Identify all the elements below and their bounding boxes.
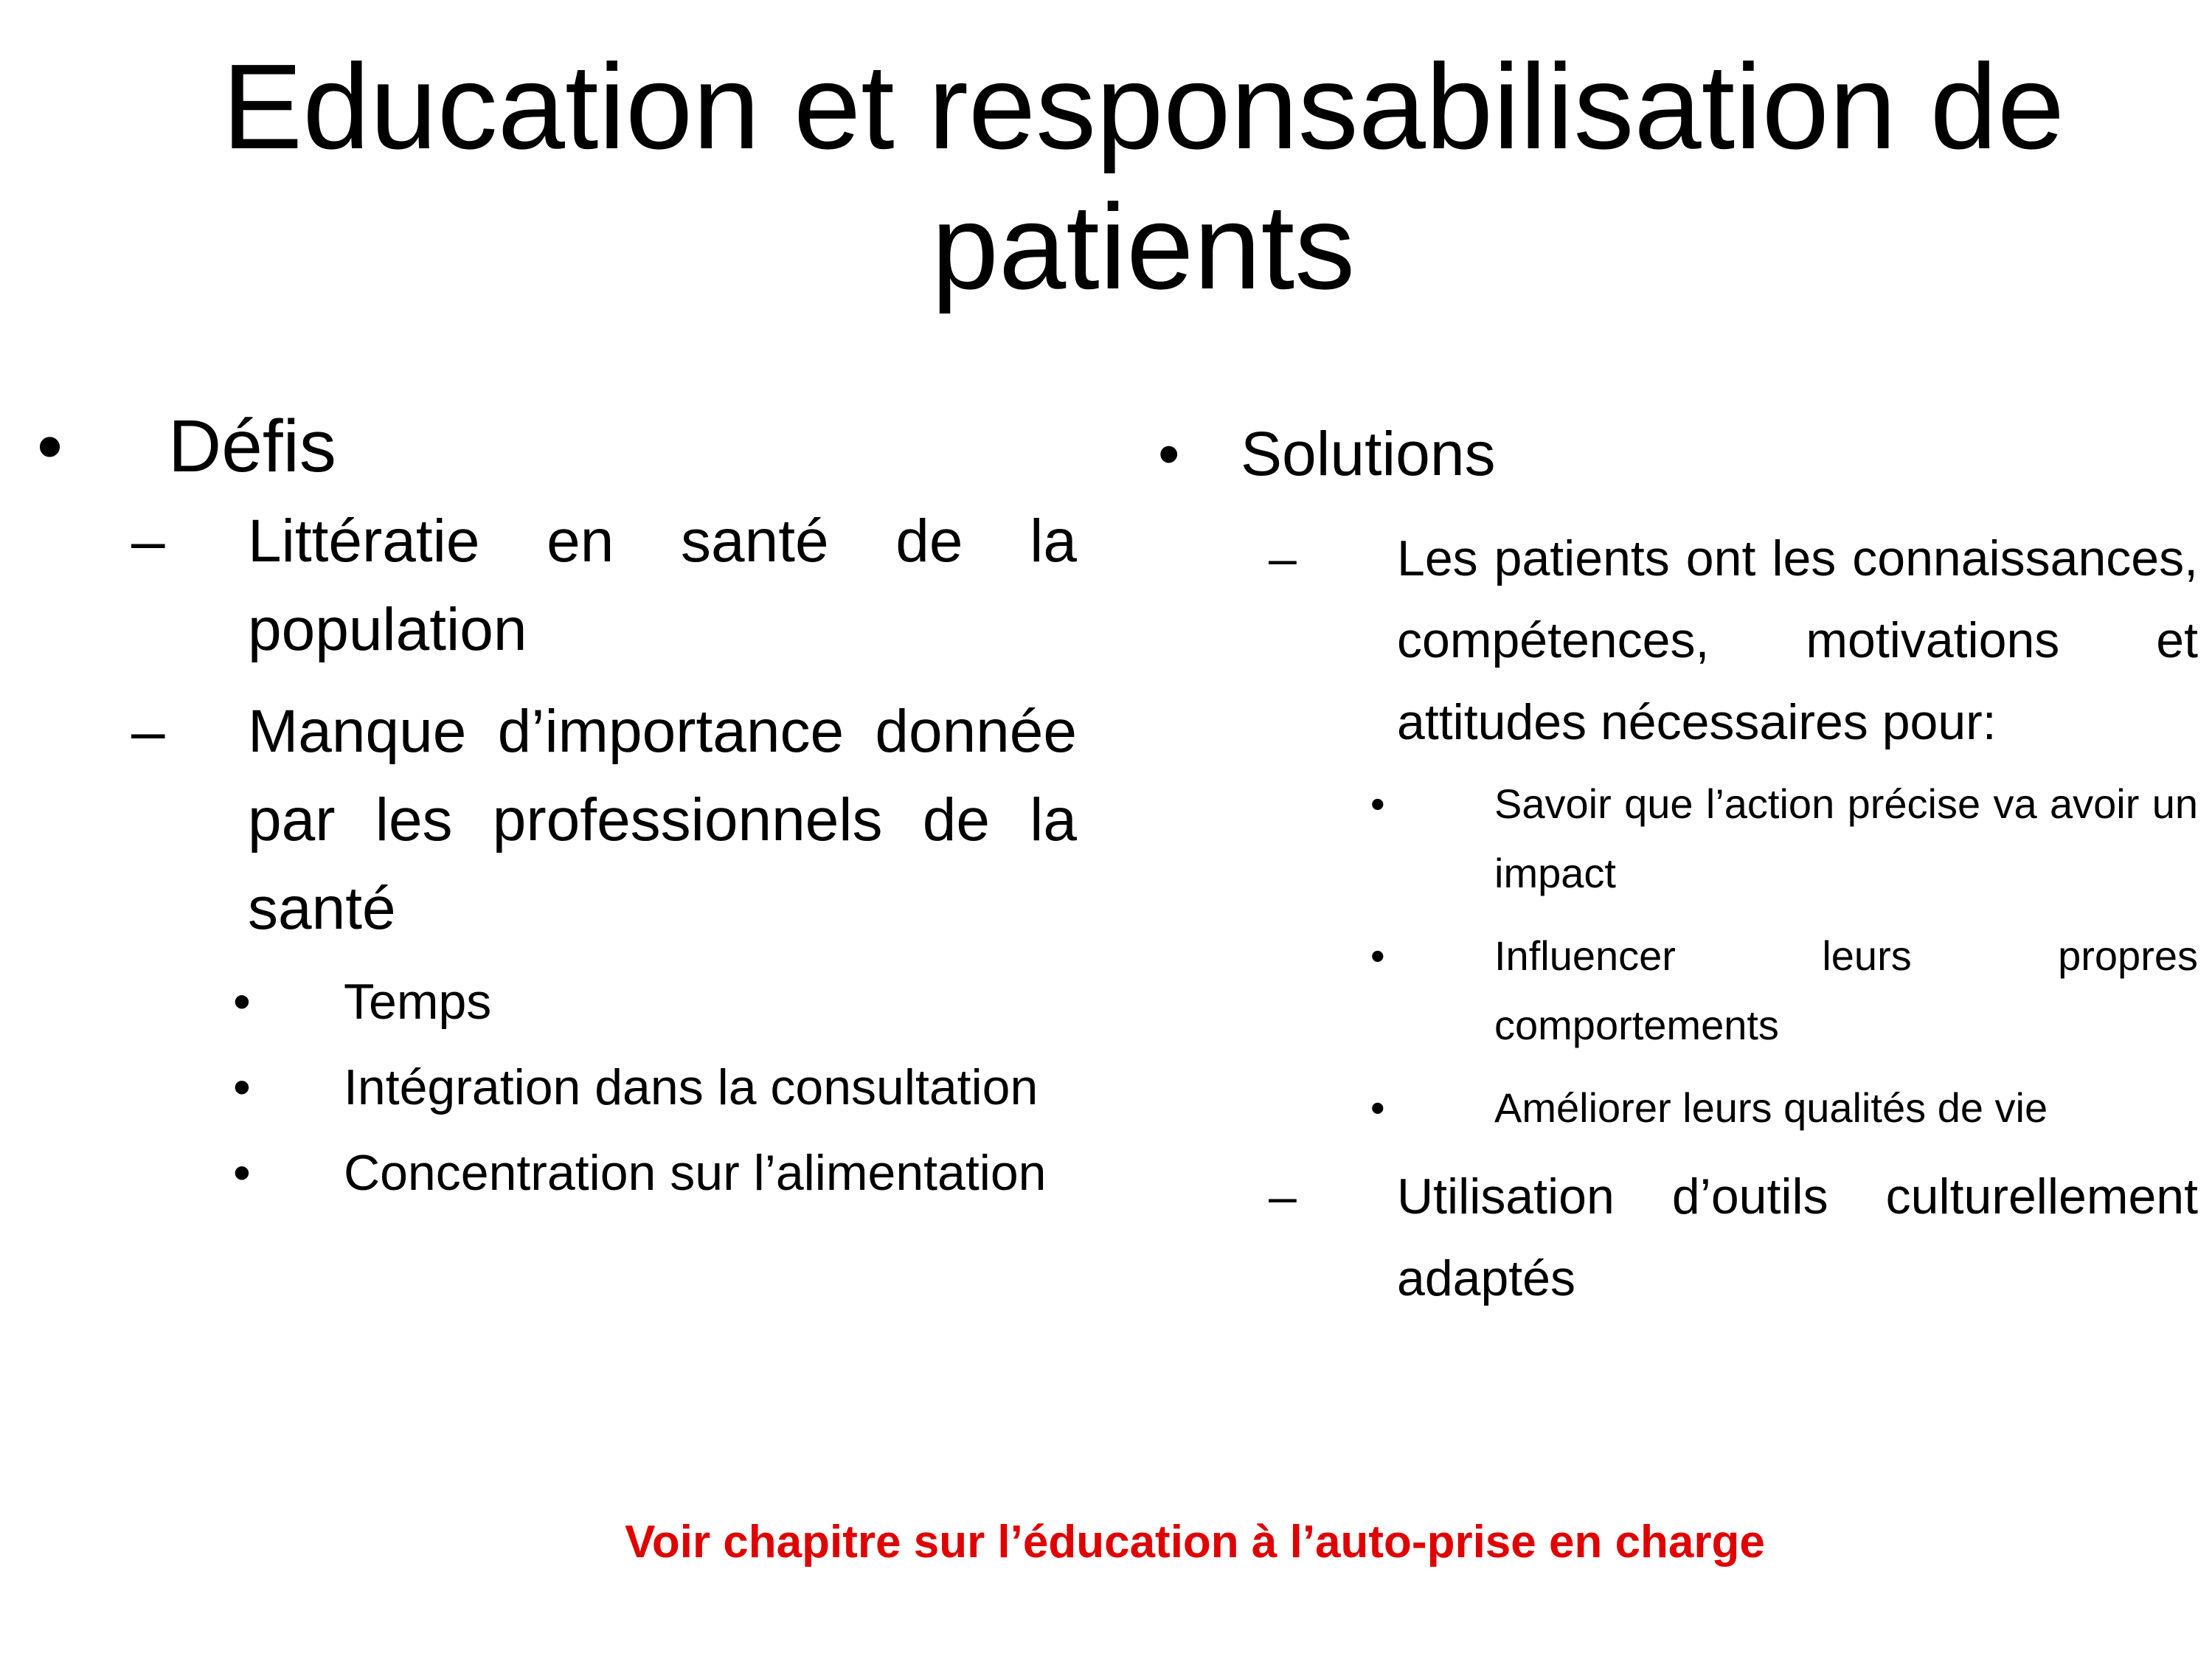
bullet-icon: • xyxy=(233,1145,251,1201)
solution-item-text: Utilisation d’outils culturellement adaptés xyxy=(1397,1168,2198,1306)
challenge-subitem-text: Temps xyxy=(344,974,492,1030)
challenges-heading xyxy=(0,398,1077,494)
challenge-item-text: Manque d’importance donnée par les professionnels de la santé xyxy=(248,698,1077,942)
solution-item-text: Les patients ont les connaissances, compétences, motivations et attitudes nécessaires pour: xyxy=(1397,530,2198,750)
solution-subitem xyxy=(1136,921,2198,1060)
challenges-column xyxy=(0,398,1077,1210)
bullet-icon: • xyxy=(1370,1084,1385,1131)
solution-subitem-text: Savoir que l’action précise va avoir un impact xyxy=(1494,780,2198,896)
challenge-item xyxy=(0,497,1077,674)
bullet-icon: • xyxy=(1370,932,1385,979)
solution-subitem xyxy=(1136,769,2198,908)
bullet-icon: • xyxy=(233,974,251,1030)
challenge-subitem xyxy=(0,1136,1077,1210)
solutions-heading xyxy=(1136,398,2198,509)
challenge-subitem-text: Concentration sur l’alimentation xyxy=(344,1145,1047,1201)
bullet-icon: • xyxy=(1370,780,1385,827)
solutions-column xyxy=(1136,398,2198,1320)
dash-icon: – xyxy=(131,508,165,575)
dash-icon: – xyxy=(1269,1168,1297,1225)
challenge-subitem xyxy=(0,965,1077,1039)
chapter-reference-note: Voir chapitre sur l’éducation à l’auto-prise en charge xyxy=(625,1517,1765,1568)
challenge-item xyxy=(0,688,1077,953)
challenge-subitem-text: Intégration dans la consultation xyxy=(344,1059,1039,1115)
solution-subitem-text: Améliorer leurs qualités de vie xyxy=(1494,1084,2048,1131)
dash-icon: – xyxy=(131,698,165,765)
solutions-heading-label: Solutions xyxy=(1241,419,1496,488)
solution-subitem-text: Influencer leurs propres comportements xyxy=(1494,932,2198,1048)
bullet-icon: • xyxy=(233,1059,251,1115)
bullet-icon: • xyxy=(1158,419,1180,488)
challenges-heading-label: Défis xyxy=(168,405,336,488)
solution-item xyxy=(1136,1156,2198,1320)
solution-subitem xyxy=(1136,1073,2198,1143)
challenge-subitem xyxy=(0,1050,1077,1124)
solution-item xyxy=(1136,518,2198,763)
slide-title: Education et responsabilisation de patients xyxy=(221,39,2065,314)
challenge-item-text: Littératie en santé de la population xyxy=(248,508,1077,663)
bullet-icon: • xyxy=(37,405,63,488)
dash-icon: – xyxy=(1269,530,1297,586)
